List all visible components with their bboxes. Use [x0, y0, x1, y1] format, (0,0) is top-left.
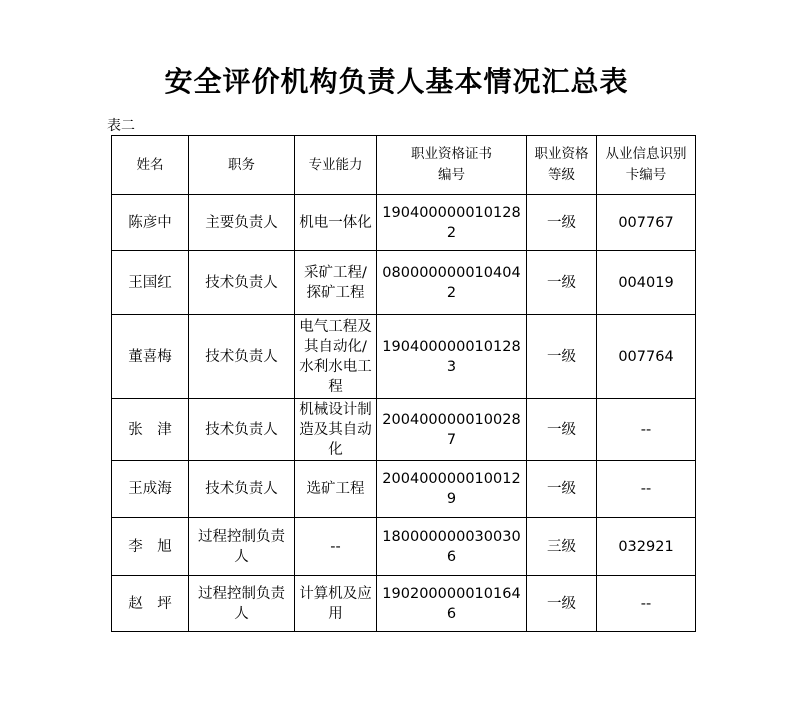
header-level: 职业资格等级	[527, 136, 597, 195]
expertise-cell: 机械设计制造及其自动化	[295, 399, 377, 461]
table-row	[112, 251, 696, 315]
table-row	[112, 576, 696, 632]
position-cell: 技术负责人	[189, 251, 295, 315]
table-row	[112, 315, 696, 399]
page-title: 安全评价机构负责人基本情况汇总表	[164, 65, 629, 98]
level-cell: 一级	[527, 195, 597, 251]
name-cell: 李 旭	[112, 518, 189, 576]
table-caption: 表二	[107, 118, 135, 134]
level-cell: 一级	[527, 251, 597, 315]
table-row	[112, 399, 696, 461]
name-cell: 董喜梅	[112, 315, 189, 399]
cert-no-cell: 2004000000100129	[377, 461, 527, 518]
level-cell: 一级	[527, 461, 597, 518]
id-card-no-cell: 032921	[597, 518, 696, 576]
id-card-no-cell: 007764	[597, 315, 696, 399]
cert-no-cell: 1904000000101282	[377, 195, 527, 251]
position-cell: 过程控制负责人	[189, 518, 295, 576]
header-expertise: 专业能力	[295, 136, 377, 195]
id-card-no-cell: 007767	[597, 195, 696, 251]
header-row	[112, 136, 696, 195]
expertise-cell: 采矿工程/探矿工程	[295, 251, 377, 315]
level-cell: 一级	[527, 576, 597, 632]
summary-table	[111, 135, 696, 632]
table-row	[112, 518, 696, 576]
level-cell: 一级	[527, 315, 597, 399]
cert-no-cell: 1904000000101283	[377, 315, 527, 399]
name-cell: 王成海	[112, 461, 189, 518]
id-card-no-cell: --	[597, 576, 696, 632]
cert-no-cell: 0800000000104042	[377, 251, 527, 315]
expertise-cell: 机电一体化	[295, 195, 377, 251]
cert-no-cell: 2004000000100287	[377, 399, 527, 461]
header-position: 职务	[189, 136, 295, 195]
expertise-cell: 电气工程及其自动化/水利水电工程	[295, 315, 377, 399]
level-cell: 三级	[527, 518, 597, 576]
table-row	[112, 461, 696, 518]
position-cell: 过程控制负责人	[189, 576, 295, 632]
table-row	[112, 195, 696, 251]
name-cell: 王国红	[112, 251, 189, 315]
header-id-card-no: 从业信息识别卡编号	[597, 136, 696, 195]
id-card-no-cell: 004019	[597, 251, 696, 315]
expertise-cell: --	[295, 518, 377, 576]
header-name: 姓名	[112, 136, 189, 195]
header-cert-no: 职业资格证书编号	[377, 136, 527, 195]
position-cell: 技术负责人	[189, 461, 295, 518]
id-card-no-cell: --	[597, 399, 696, 461]
position-cell: 主要负责人	[189, 195, 295, 251]
id-card-no-cell: --	[597, 461, 696, 518]
position-cell: 技术负责人	[189, 315, 295, 399]
expertise-cell: 计算机及应用	[295, 576, 377, 632]
cert-no-cell: 1800000000300306	[377, 518, 527, 576]
name-cell: 赵 坪	[112, 576, 189, 632]
cert-no-cell: 1902000000101646	[377, 576, 527, 632]
level-cell: 一级	[527, 399, 597, 461]
expertise-cell: 选矿工程	[295, 461, 377, 518]
name-cell: 张 津	[112, 399, 189, 461]
position-cell: 技术负责人	[189, 399, 295, 461]
name-cell: 陈彦中	[112, 195, 189, 251]
